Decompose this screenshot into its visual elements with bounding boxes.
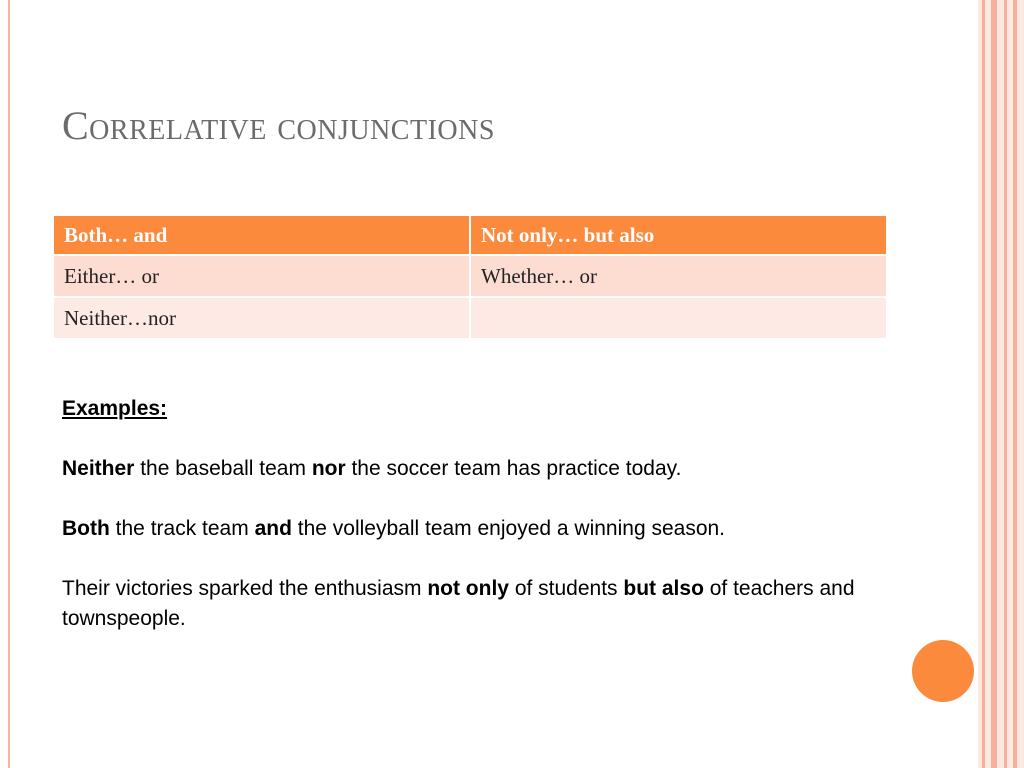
example-sentence bbox=[62, 574, 902, 634]
right-border-line bbox=[991, 0, 997, 768]
table-cell: Either… or bbox=[53, 255, 470, 297]
right-border-line bbox=[982, 0, 985, 768]
conjunction-word: Both bbox=[62, 517, 110, 540]
examples-heading-text: Examples: bbox=[62, 397, 168, 420]
example-sentence bbox=[62, 514, 902, 544]
sentence-text: of students bbox=[508, 577, 624, 600]
conjunction-word: but also bbox=[623, 577, 704, 600]
sentence-text: the baseball team bbox=[134, 457, 312, 480]
example-sentence bbox=[62, 454, 902, 484]
table-cell: Whether… or bbox=[470, 255, 887, 297]
conjunction-word: and bbox=[254, 517, 292, 540]
sentence-text: the track team bbox=[109, 517, 255, 540]
sentence-text: Their victories sparked the enthusiasm bbox=[62, 577, 428, 600]
table-cell: Neither…nor bbox=[53, 297, 470, 339]
examples-heading bbox=[62, 394, 902, 424]
table-cell bbox=[470, 297, 887, 339]
table-row bbox=[53, 255, 887, 297]
table-header-row bbox=[53, 215, 887, 255]
conjunction-table bbox=[52, 214, 888, 340]
sentence-text: the soccer team has practice today. bbox=[345, 457, 682, 480]
sentence-text: of teachers and townspeople. bbox=[62, 577, 855, 630]
table-header-cell: Both… and bbox=[53, 215, 470, 255]
conjunction-word: nor bbox=[311, 457, 346, 480]
table-header-cell: Not only… but also bbox=[470, 215, 887, 255]
decorative-circle bbox=[912, 640, 974, 702]
sentence-text: the volleyball team enjoyed a winning season. bbox=[291, 517, 726, 540]
table-row bbox=[53, 297, 887, 339]
conjunction-word: not only bbox=[427, 577, 509, 600]
examples-section bbox=[62, 394, 902, 664]
conjunction-word: Neither bbox=[62, 457, 135, 480]
right-border-line bbox=[1013, 0, 1017, 768]
right-border-line bbox=[1004, 0, 1007, 768]
slide-title: Correlative conjunctions bbox=[62, 103, 495, 148]
left-border-line bbox=[8, 0, 10, 768]
